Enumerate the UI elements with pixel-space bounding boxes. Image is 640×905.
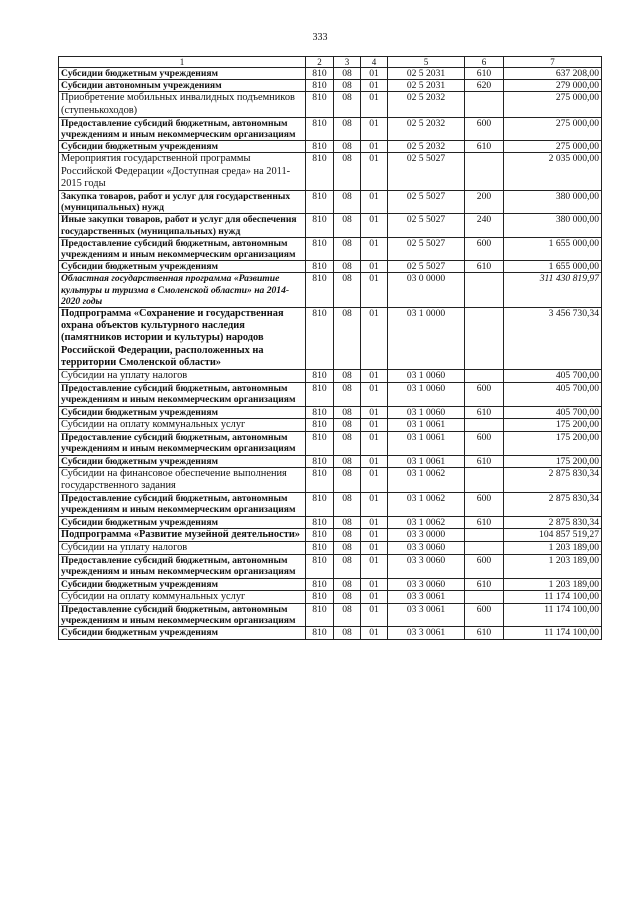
- target-item-cell: 03 1 0060: [388, 370, 465, 383]
- section-code-cell: 08: [334, 273, 361, 308]
- section-code-cell: 08: [334, 467, 361, 492]
- table-row: [59, 191, 602, 214]
- page-number: 333: [312, 32, 328, 43]
- row-name-cell: Предоставление субсидий бюджетным, автономным учреждениям и иным некоммерческим организациям: [59, 383, 306, 406]
- amount-cell: 3 456 730,34: [504, 308, 602, 370]
- target-item-cell: 03 1 0000: [388, 308, 465, 370]
- ministry-code-cell: 810: [306, 516, 334, 528]
- expense-type-cell: 600: [465, 432, 504, 455]
- ministry-code-cell: 810: [306, 455, 334, 467]
- table-row: [59, 308, 602, 370]
- header-cell: 4: [361, 57, 388, 68]
- subsection-code-cell: 01: [361, 418, 388, 431]
- section-code-cell: 08: [334, 603, 361, 626]
- expense-type-cell: 610: [465, 406, 504, 418]
- target-item-cell: 03 3 0060: [388, 541, 465, 554]
- table-row: [59, 467, 602, 492]
- subsection-code-cell: 01: [361, 555, 388, 578]
- expense-type-cell: [465, 153, 504, 191]
- section-code-cell: 08: [334, 80, 361, 92]
- amount-cell: 11 174 100,00: [504, 627, 602, 639]
- table-row: [59, 370, 602, 383]
- row-name-cell: Субсидии бюджетным учреждениям: [59, 578, 306, 590]
- subsection-code-cell: 01: [361, 273, 388, 308]
- ministry-code-cell: 810: [306, 578, 334, 590]
- section-code-cell: 08: [334, 237, 361, 260]
- expense-type-cell: 600: [465, 493, 504, 516]
- target-item-cell: 03 3 0061: [388, 627, 465, 639]
- target-item-cell: 03 1 0062: [388, 516, 465, 528]
- table-row: [59, 516, 602, 528]
- target-item-cell: 03 1 0060: [388, 383, 465, 406]
- row-name-cell: Субсидии на оплату коммунальных услуг: [59, 590, 306, 603]
- expense-type-cell: 600: [465, 603, 504, 626]
- ministry-code-cell: 810: [306, 273, 334, 308]
- target-item-cell: 03 1 0061: [388, 455, 465, 467]
- target-item-cell: 03 3 0061: [388, 603, 465, 626]
- amount-cell: 637 208,00: [504, 68, 602, 80]
- amount-cell: 2 875 830,34: [504, 467, 602, 492]
- row-name-cell: Подпрограмма «Развитие музейной деятельности»: [59, 528, 306, 541]
- subsection-code-cell: 01: [361, 590, 388, 603]
- subsection-code-cell: 01: [361, 191, 388, 214]
- expense-type-cell: 600: [465, 117, 504, 140]
- amount-cell: 2 035 000,00: [504, 153, 602, 191]
- table-row: [59, 406, 602, 418]
- expense-type-cell: 610: [465, 578, 504, 590]
- row-name-cell: Субсидии на оплату коммунальных услуг: [59, 418, 306, 431]
- table-row: [59, 432, 602, 455]
- target-item-cell: 02 5 2032: [388, 92, 465, 117]
- ministry-code-cell: 810: [306, 418, 334, 431]
- section-code-cell: 08: [334, 541, 361, 554]
- amount-cell: 405 700,00: [504, 383, 602, 406]
- expense-type-cell: 200: [465, 191, 504, 214]
- target-item-cell: 02 5 2032: [388, 117, 465, 140]
- subsection-code-cell: 01: [361, 153, 388, 191]
- table-row: [59, 117, 602, 140]
- ministry-code-cell: 810: [306, 493, 334, 516]
- section-code-cell: 08: [334, 455, 361, 467]
- amount-cell: 1 203 189,00: [504, 555, 602, 578]
- ministry-code-cell: 810: [306, 432, 334, 455]
- row-name-cell: Субсидии автономным учреждениям: [59, 80, 306, 92]
- expense-type-cell: [465, 418, 504, 431]
- section-code-cell: 08: [334, 418, 361, 431]
- table-row: [59, 541, 602, 554]
- budget-table: [58, 56, 602, 640]
- subsection-code-cell: 01: [361, 467, 388, 492]
- section-code-cell: 08: [334, 141, 361, 153]
- ministry-code-cell: 810: [306, 555, 334, 578]
- section-code-cell: 08: [334, 493, 361, 516]
- ministry-code-cell: 810: [306, 308, 334, 370]
- expense-type-cell: [465, 92, 504, 117]
- ministry-code-cell: 810: [306, 191, 334, 214]
- subsection-code-cell: 01: [361, 141, 388, 153]
- expense-type-cell: 610: [465, 68, 504, 80]
- section-code-cell: 08: [334, 214, 361, 237]
- amount-cell: 1 203 189,00: [504, 541, 602, 554]
- expense-type-cell: 610: [465, 141, 504, 153]
- ministry-code-cell: 810: [306, 80, 334, 92]
- amount-cell: 175 200,00: [504, 418, 602, 431]
- section-code-cell: 08: [334, 191, 361, 214]
- amount-cell: 275 000,00: [504, 92, 602, 117]
- ministry-code-cell: 810: [306, 153, 334, 191]
- expense-type-cell: [465, 308, 504, 370]
- amount-cell: 175 200,00: [504, 455, 602, 467]
- target-item-cell: 02 5 2031: [388, 68, 465, 80]
- header-cell: 2: [306, 57, 334, 68]
- target-item-cell: 03 1 0062: [388, 467, 465, 492]
- header-cell: 3: [334, 57, 361, 68]
- expense-type-cell: [465, 370, 504, 383]
- row-name-cell: Субсидии бюджетным учреждениям: [59, 261, 306, 273]
- subsection-code-cell: 01: [361, 261, 388, 273]
- target-item-cell: 03 3 0060: [388, 555, 465, 578]
- section-code-cell: 08: [334, 92, 361, 117]
- ministry-code-cell: 810: [306, 92, 334, 117]
- ministry-code-cell: 810: [306, 117, 334, 140]
- row-name-cell: Субсидии на уплату налогов: [59, 541, 306, 554]
- target-item-cell: 02 5 5027: [388, 214, 465, 237]
- row-name-cell: Субсидии на финансовое обеспечение выполнения государственного задания: [59, 467, 306, 492]
- row-name-cell: Предоставление субсидий бюджетным, автономным учреждениям и иным некоммерческим организациям: [59, 117, 306, 140]
- subsection-code-cell: 01: [361, 603, 388, 626]
- amount-cell: 405 700,00: [504, 370, 602, 383]
- amount-cell: 311 430 819,97: [504, 273, 602, 308]
- ministry-code-cell: 810: [306, 603, 334, 626]
- section-code-cell: 08: [334, 406, 361, 418]
- row-name-cell: Предоставление субсидий бюджетным, автономным учреждениям и иным некоммерческим организациям: [59, 493, 306, 516]
- subsection-code-cell: 01: [361, 541, 388, 554]
- header-cell: 5: [388, 57, 465, 68]
- section-code-cell: 08: [334, 153, 361, 191]
- expense-type-cell: 240: [465, 214, 504, 237]
- ministry-code-cell: 810: [306, 590, 334, 603]
- expense-type-cell: 600: [465, 383, 504, 406]
- row-name-cell: Приобретение мобильных инвалидных подъемников (ступенькоходов): [59, 92, 306, 117]
- subsection-code-cell: 01: [361, 308, 388, 370]
- subsection-code-cell: 01: [361, 432, 388, 455]
- table-row: [59, 455, 602, 467]
- ministry-code-cell: 810: [306, 68, 334, 80]
- target-item-cell: 03 1 0061: [388, 432, 465, 455]
- section-code-cell: 08: [334, 370, 361, 383]
- table-row: [59, 141, 602, 153]
- table-row: [59, 603, 602, 626]
- ministry-code-cell: 810: [306, 370, 334, 383]
- target-item-cell: 02 5 5027: [388, 191, 465, 214]
- subsection-code-cell: 01: [361, 80, 388, 92]
- subsection-code-cell: 01: [361, 406, 388, 418]
- expense-type-cell: 620: [465, 80, 504, 92]
- section-code-cell: 08: [334, 555, 361, 578]
- amount-cell: 1 655 000,00: [504, 261, 602, 273]
- table-row: [59, 578, 602, 590]
- target-item-cell: 02 5 5027: [388, 153, 465, 191]
- table-row: [59, 237, 602, 260]
- ministry-code-cell: 810: [306, 467, 334, 492]
- section-code-cell: 08: [334, 516, 361, 528]
- amount-cell: 279 000,00: [504, 80, 602, 92]
- header-cell: 6: [465, 57, 504, 68]
- target-item-cell: 02 5 2032: [388, 141, 465, 153]
- ministry-code-cell: 810: [306, 214, 334, 237]
- row-name-cell: Мероприятия государственной программы Российской Федерации «Доступная среда» на 2011-2015 годы: [59, 153, 306, 191]
- expense-type-cell: 610: [465, 261, 504, 273]
- ministry-code-cell: 810: [306, 383, 334, 406]
- target-item-cell: 03 3 0061: [388, 590, 465, 603]
- ministry-code-cell: 810: [306, 541, 334, 554]
- subsection-code-cell: 01: [361, 383, 388, 406]
- table-row: [59, 590, 602, 603]
- amount-cell: 2 875 830,34: [504, 516, 602, 528]
- table-row: [59, 627, 602, 639]
- subsection-code-cell: 01: [361, 92, 388, 117]
- table-row: [59, 261, 602, 273]
- table-header-row: [59, 57, 602, 68]
- row-name-cell: Предоставление субсидий бюджетным, автономным учреждениям и иным некоммерческим организациям: [59, 603, 306, 626]
- row-name-cell: Субсидии бюджетным учреждениям: [59, 406, 306, 418]
- row-name-cell: Предоставление субсидий бюджетным, автономным учреждениям и иным некоммерческим организациям: [59, 555, 306, 578]
- table-row: [59, 92, 602, 117]
- table-row: [59, 153, 602, 191]
- expense-type-cell: [465, 590, 504, 603]
- amount-cell: 275 000,00: [504, 117, 602, 140]
- ministry-code-cell: 810: [306, 141, 334, 153]
- subsection-code-cell: 01: [361, 214, 388, 237]
- row-name-cell: Субсидии бюджетным учреждениям: [59, 516, 306, 528]
- section-code-cell: 08: [334, 627, 361, 639]
- expense-type-cell: [465, 273, 504, 308]
- section-code-cell: 08: [334, 528, 361, 541]
- table-row: [59, 555, 602, 578]
- subsection-code-cell: 01: [361, 578, 388, 590]
- section-code-cell: 08: [334, 68, 361, 80]
- row-name-cell: Областная государственная программа «Развитие культуры и туризма в Смоленской области» на 2014-2020 годы: [59, 273, 306, 308]
- section-code-cell: 08: [334, 578, 361, 590]
- ministry-code-cell: 810: [306, 261, 334, 273]
- ministry-code-cell: 810: [306, 237, 334, 260]
- row-name-cell: Субсидии бюджетным учреждениям: [59, 68, 306, 80]
- expense-type-cell: 600: [465, 555, 504, 578]
- header-cell: 7: [504, 57, 602, 68]
- row-name-cell: Закупка товаров, работ и услуг для государственных (муниципальных) нужд: [59, 191, 306, 214]
- target-item-cell: 02 5 5027: [388, 237, 465, 260]
- subsection-code-cell: 01: [361, 455, 388, 467]
- amount-cell: 380 000,00: [504, 191, 602, 214]
- subsection-code-cell: 01: [361, 627, 388, 639]
- expense-type-cell: 610: [465, 516, 504, 528]
- target-item-cell: 03 1 0062: [388, 493, 465, 516]
- ministry-code-cell: 810: [306, 406, 334, 418]
- amount-cell: 11 174 100,00: [504, 590, 602, 603]
- row-name-cell: Субсидии бюджетным учреждениям: [59, 455, 306, 467]
- row-name-cell: Субсидии на уплату налогов: [59, 370, 306, 383]
- row-name-cell: Предоставление субсидий бюджетным, автономным учреждениям и иным некоммерческим организациям: [59, 432, 306, 455]
- row-name-cell: Подпрограмма «Сохранение и государственная охрана объектов культурного наследия (памятников истории и культуры) народов Российской Федерации, расположенных на территории Смоленской области»: [59, 308, 306, 370]
- table-row: [59, 214, 602, 237]
- amount-cell: 405 700,00: [504, 406, 602, 418]
- expense-type-cell: 600: [465, 237, 504, 260]
- subsection-code-cell: 01: [361, 516, 388, 528]
- subsection-code-cell: 01: [361, 237, 388, 260]
- amount-cell: 380 000,00: [504, 214, 602, 237]
- expense-type-cell: [465, 541, 504, 554]
- table-row: [59, 528, 602, 541]
- table-row: [59, 80, 602, 92]
- target-item-cell: 03 1 0061: [388, 418, 465, 431]
- expense-type-cell: 610: [465, 627, 504, 639]
- row-name-cell: Предоставление субсидий бюджетным, автономным учреждениям и иным некоммерческим организациям: [59, 237, 306, 260]
- expense-type-cell: [465, 528, 504, 541]
- subsection-code-cell: 01: [361, 68, 388, 80]
- table-row: [59, 383, 602, 406]
- amount-cell: 1 655 000,00: [504, 237, 602, 260]
- row-name-cell: Субсидии бюджетным учреждениям: [59, 141, 306, 153]
- subsection-code-cell: 01: [361, 528, 388, 541]
- section-code-cell: 08: [334, 432, 361, 455]
- table-row: [59, 418, 602, 431]
- target-item-cell: 02 5 2031: [388, 80, 465, 92]
- subsection-code-cell: 01: [361, 117, 388, 140]
- target-item-cell: 03 0 0000: [388, 273, 465, 308]
- target-item-cell: 03 3 0000: [388, 528, 465, 541]
- subsection-code-cell: 01: [361, 370, 388, 383]
- ministry-code-cell: 810: [306, 627, 334, 639]
- section-code-cell: 08: [334, 383, 361, 406]
- section-code-cell: 08: [334, 117, 361, 140]
- amount-cell: 1 203 189,00: [504, 578, 602, 590]
- expense-type-cell: 610: [465, 455, 504, 467]
- target-item-cell: 03 1 0060: [388, 406, 465, 418]
- expense-type-cell: [465, 467, 504, 492]
- row-name-cell: Субсидии бюджетным учреждениям: [59, 627, 306, 639]
- target-item-cell: 03 3 0060: [388, 578, 465, 590]
- amount-cell: 2 875 830,34: [504, 493, 602, 516]
- table-row: [59, 68, 602, 80]
- ministry-code-cell: 810: [306, 528, 334, 541]
- amount-cell: 275 000,00: [504, 141, 602, 153]
- amount-cell: 104 857 519,27: [504, 528, 602, 541]
- header-cell: 1: [59, 57, 306, 68]
- section-code-cell: 08: [334, 590, 361, 603]
- table-row: [59, 493, 602, 516]
- subsection-code-cell: 01: [361, 493, 388, 516]
- section-code-cell: 08: [334, 261, 361, 273]
- target-item-cell: 02 5 5027: [388, 261, 465, 273]
- section-code-cell: 08: [334, 308, 361, 370]
- table-row: [59, 273, 602, 308]
- amount-cell: 11 174 100,00: [504, 603, 602, 626]
- row-name-cell: Иные закупки товаров, работ и услуг для обеспечения государственных (муниципальных) нужд: [59, 214, 306, 237]
- amount-cell: 175 200,00: [504, 432, 602, 455]
